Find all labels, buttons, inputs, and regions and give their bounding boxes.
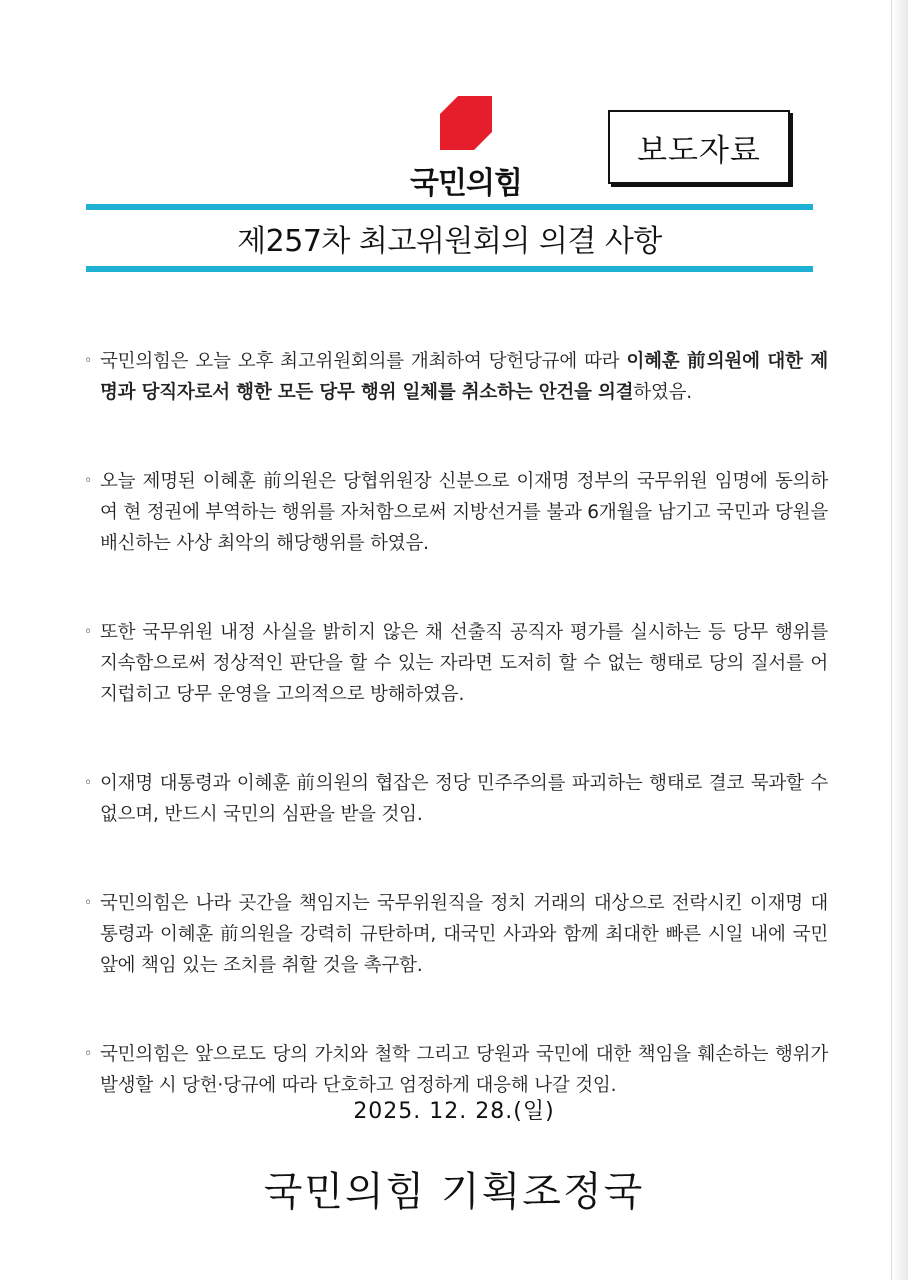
item-text-bold: 이혜훈 前의원에 대한 제명과 당직자로서 행한 모든 당무 행위 일체를 취소하는 안건을 의결 bbox=[100, 351, 829, 403]
item-text: 또한 국무위원 내정 사실을 밝히지 않은 채 선출직 공직자 평가를 실시하는 등 당무 행위를 지속함으로써 정상적인 판단을 할 수 있는 자라면 도저히 할 수 없는 행태로 당의 질서를 어지럽히고 당무 운영을 고의적으로 방해하였음. bbox=[100, 622, 828, 705]
item-text-end: 하였음. bbox=[633, 382, 692, 403]
bullet-icon: ◦ bbox=[84, 473, 93, 489]
bullet-icon: ◦ bbox=[84, 775, 93, 791]
list-item bbox=[86, 466, 828, 559]
item-text: 국민의힘은 앞으로도 당의 가치와 철학 그리고 당원과 국민에 대한 책임을 훼손하는 행위가 발생할 시 당헌·당규에 따라 단호하고 엄정하게 대응해 나갈 것임. bbox=[100, 1044, 828, 1096]
bullet-icon: ◦ bbox=[84, 353, 93, 369]
release-date: 2025. 12. 28.(일) bbox=[353, 1099, 555, 1124]
party-logo-text: 국민의힘 bbox=[410, 166, 522, 201]
bullet-icon: ◦ bbox=[84, 624, 93, 640]
list-item bbox=[86, 768, 828, 830]
press-release-text: 보도자료 bbox=[637, 132, 761, 169]
press-release-label bbox=[608, 110, 790, 184]
page-title: 제257차 최고위원회의 의결 사항 bbox=[237, 224, 662, 259]
title-bottom-rule bbox=[86, 266, 813, 272]
item-text: 이재명 대통령과 이혜훈 前의원의 협잡은 정당 민주주의를 파괴하는 행태로 결코 묵과할 수 없으며, 반드시 국민의 심판을 받을 것임. bbox=[100, 773, 828, 825]
item-text: 국민의힘은 오늘 오후 최고위원회의를 개최하여 당헌당규에 따라 bbox=[100, 351, 627, 372]
item-text: 오늘 제명된 이혜훈 前의원은 당협위원장 신분으로 이재명 정부의 국무위원 임명에 동의하여 현 정권에 부역하는 행위를 자처함으로써 지방선거를 불과 6개월을 남기고 국민과 당원을 배신하는 사상 최악의 해당행위를 하였음. bbox=[100, 471, 828, 554]
party-logo-mark-icon bbox=[440, 96, 492, 150]
issuing-department: 국민의힘 기획조정국 bbox=[263, 1169, 645, 1215]
page-edge bbox=[891, 0, 908, 1280]
bullet-icon: ◦ bbox=[84, 1046, 93, 1062]
list-item bbox=[86, 1039, 828, 1101]
list-item bbox=[86, 617, 828, 710]
resolution-list bbox=[86, 346, 828, 1159]
bullet-icon: ◦ bbox=[84, 895, 93, 911]
list-item bbox=[86, 346, 828, 408]
title-top-rule bbox=[86, 204, 813, 210]
party-logo bbox=[396, 96, 536, 204]
list-item bbox=[86, 888, 828, 981]
item-text: 국민의힘은 나라 곳간을 책임지는 국무위원직을 정치 거래의 대상으로 전락시킨 이재명 대통령과 이혜훈 前의원을 강력히 규탄하며, 대국민 사과와 함께 최대한 빠른 시일 내에 국민 앞에 책임 있는 조치를 취할 것을 촉구함. bbox=[100, 893, 828, 976]
